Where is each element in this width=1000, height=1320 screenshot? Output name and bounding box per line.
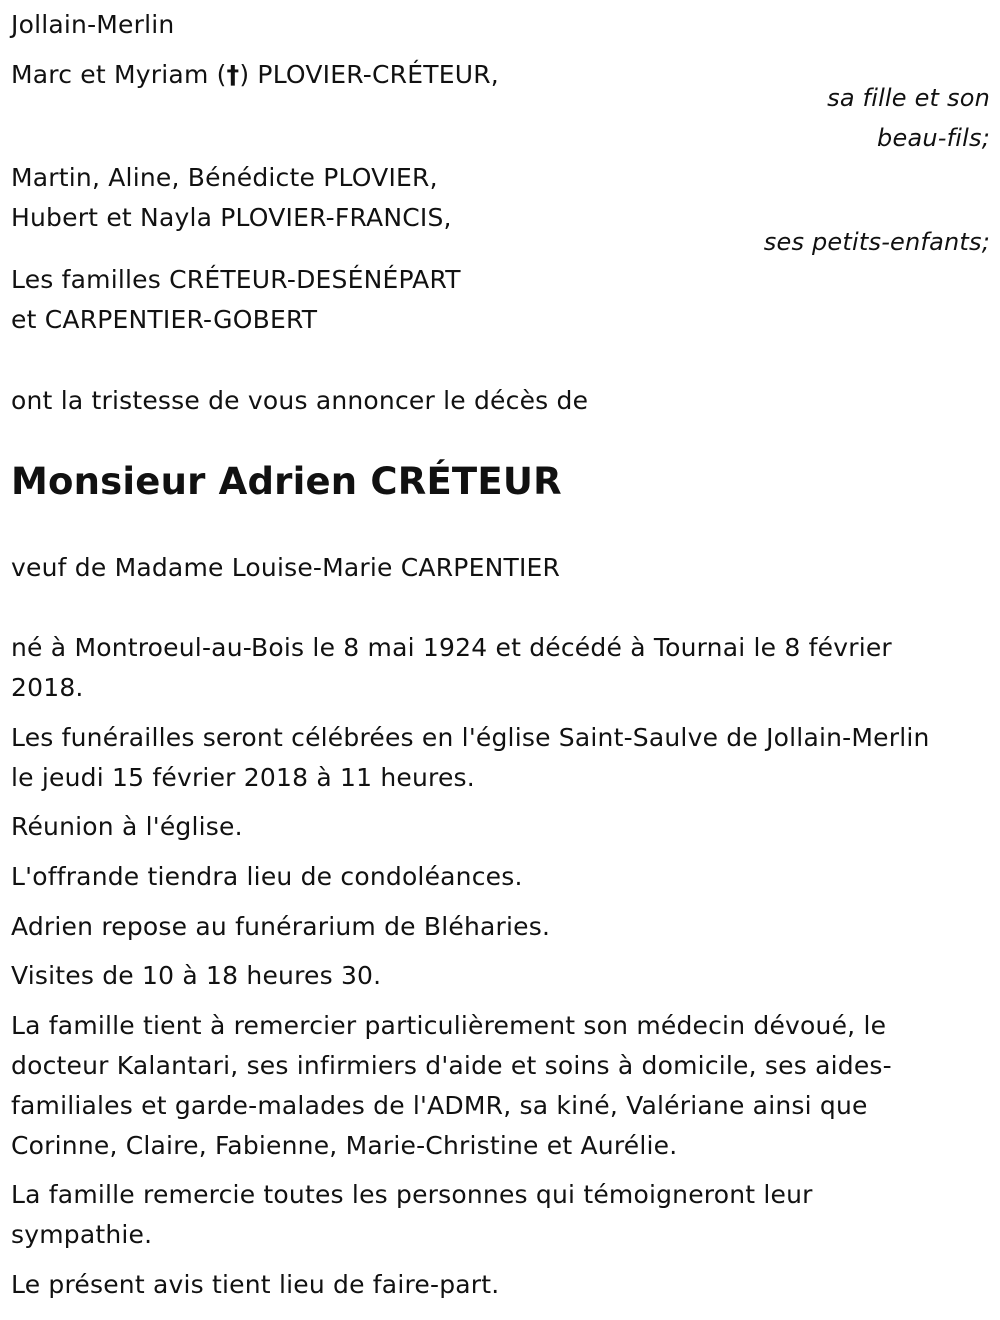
daughter-names-after: ) PLOVIER-CRÉTEUR,	[239, 60, 499, 89]
funeral-line1: Les funérailles seront célébrées en l'église Saint-Saulve de Jollain-Merlin	[11, 723, 930, 752]
place-heading: Jollain-Merlin	[11, 10, 175, 39]
daughter-names	[11, 60, 499, 90]
offering-text: L'offrande tiendra lieu de condoléances.	[11, 862, 523, 891]
grandchildren-line1: Martin, Aline, Bénédicte PLOVIER,	[11, 163, 438, 192]
cross-icon: †	[226, 60, 240, 89]
thanks-all-line1: La famille remercie toutes les personnes qui témoigneront leur	[11, 1180, 813, 1209]
daughter-relation-line1: sa fille et son	[827, 84, 990, 112]
widower-text: veuf de Madame Louise-Marie CARPENTIER	[11, 553, 561, 582]
thanks-line3: familiales et garde-malades de l'ADMR, sa kiné, Valériane ainsi que	[11, 1091, 868, 1120]
daughter-relation-line2: beau-fils;	[877, 124, 990, 152]
meeting-text: Réunion à l'église.	[11, 812, 243, 841]
thanks-line4: Corinne, Claire, Fabienne, Marie-Christine et Aurélie.	[11, 1131, 678, 1160]
birth-death-line2: 2018.	[11, 673, 84, 702]
daughter-names-before: Marc et Myriam (	[11, 60, 227, 89]
visits-text: Visites de 10 à 18 heures 30.	[11, 961, 382, 990]
thanks-line1: La famille tient à remercier particulièrement son médecin dévoué, le	[11, 1011, 887, 1040]
thanks-line2: docteur Kalantari, ses infirmiers d'aide et soins à domicile, ses aides-	[11, 1051, 892, 1080]
announcement-text: ont la tristesse de vous annoncer le décès de	[11, 386, 589, 415]
grandchildren-line2: Hubert et Nayla PLOVIER-FRANCIS,	[11, 203, 452, 232]
funeral-line2: le jeudi 15 février 2018 à 11 heures.	[11, 763, 475, 792]
thanks-all-line2: sympathie.	[11, 1220, 153, 1249]
rest-text: Adrien repose au funérarium de Bléharies.	[11, 912, 551, 941]
families-line1: Les familles CRÉTEUR-DESÉNÉPART	[11, 265, 461, 294]
families-line2: et CARPENTIER-GOBERT	[11, 305, 318, 334]
grandchildren-relation: ses petits-enfants;	[763, 228, 990, 256]
birth-death-line1: né à Montroeul-au-Bois le 8 mai 1924 et décédé à Tournai le 8 février	[11, 633, 892, 662]
notice-text: Le présent avis tient lieu de faire-part.	[11, 1270, 500, 1299]
deceased-name: Monsieur Adrien CRÉTEUR	[11, 460, 562, 503]
